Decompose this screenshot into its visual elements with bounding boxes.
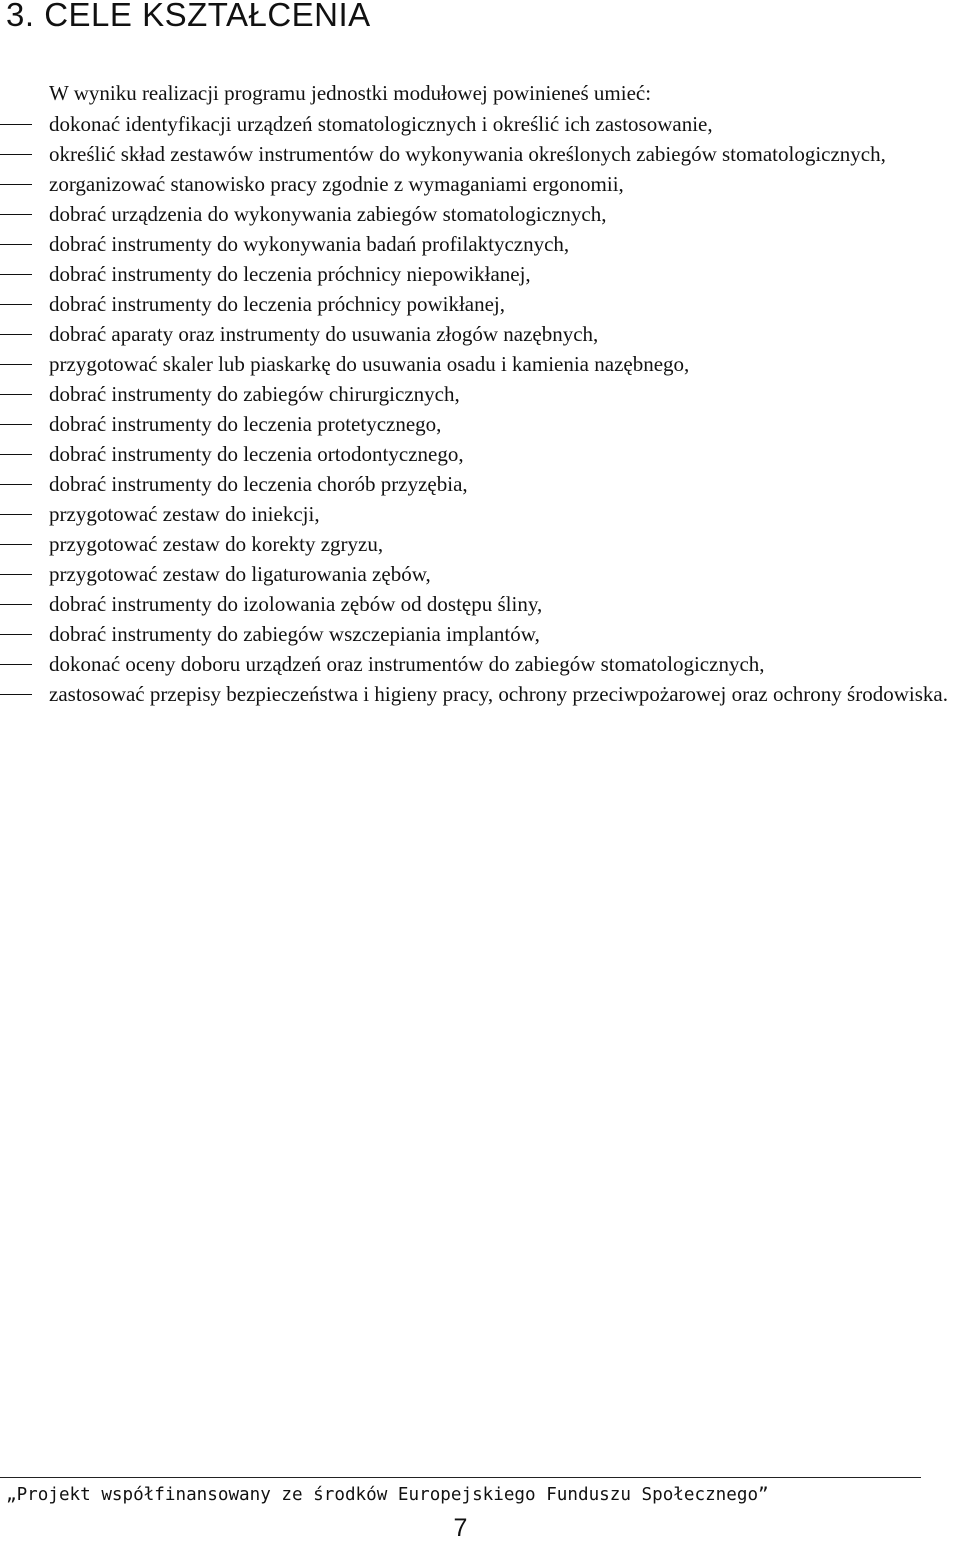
section-heading: 3. CELE KSZTAŁCENIA (6, 0, 371, 33)
list-item (0, 409, 957, 439)
list-item (0, 469, 957, 499)
list-item-text: dobrać instrumenty do leczenia ortodontycznego, (49, 442, 464, 466)
list-item-text: dobrać aparaty oraz instrumenty do usuwania złogów nazębnych, (49, 322, 599, 346)
list-item (0, 679, 957, 709)
dash-bullet-icon (0, 154, 32, 155)
list-item (0, 199, 957, 229)
list-item (0, 349, 957, 379)
list-item (0, 169, 957, 199)
dash-bullet-icon (0, 124, 32, 125)
list-item-text: dobrać instrumenty do izolowania zębów od dostępu śliny, (49, 592, 543, 616)
dash-bullet-icon (0, 334, 32, 335)
list-item-text: dobrać instrumenty do zabiegów chirurgicznych, (49, 382, 460, 406)
list-item-text: dokonać oceny doboru urządzeń oraz instrumentów do zabiegów stomatologicznych, (49, 652, 765, 676)
list-item (0, 619, 957, 649)
dash-bullet-icon (0, 424, 32, 425)
dash-bullet-icon (0, 694, 32, 695)
list-item-text: zastosować przepisy bezpieczeństwa i higieny pracy, ochrony przeciwpożarowej oraz ochrony środowiska. (49, 682, 948, 706)
list-item-text: dobrać instrumenty do zabiegów wszczepiania implantów, (49, 622, 540, 646)
list-item-text: przygotować skaler lub piaskarkę do usuwania osadu i kamienia nazębnego, (49, 352, 690, 376)
dash-bullet-icon (0, 514, 32, 515)
dash-bullet-icon (0, 304, 32, 305)
list-item (0, 379, 957, 409)
dash-bullet-icon (0, 634, 32, 635)
list-item-text: dobrać instrumenty do leczenia próchnicy niepowikłanej, (49, 262, 531, 286)
list-item (0, 499, 957, 529)
list-item-text: dobrać instrumenty do leczenia protetycznego, (49, 412, 442, 436)
list-item (0, 109, 957, 139)
list-item (0, 319, 957, 349)
list-item (0, 229, 957, 259)
dash-bullet-icon (0, 574, 32, 575)
dash-bullet-icon (0, 244, 32, 245)
list-item (0, 649, 957, 679)
objectives-list (0, 109, 957, 709)
list-item (0, 139, 957, 169)
list-item-text: przygotować zestaw do ligaturowania zębów, (49, 562, 431, 586)
list-item (0, 559, 957, 589)
list-item-text: dobrać urządzenia do wykonywania zabiegów stomatologicznych, (49, 202, 607, 226)
dash-bullet-icon (0, 604, 32, 605)
footer-divider (0, 1477, 921, 1478)
list-item-text: zorganizować stanowisko pracy zgodnie z wymaganiami ergonomii, (49, 172, 624, 196)
dash-bullet-icon (0, 664, 32, 665)
footer-funding-note: „Projekt współfinansowany ze środków Europejskiego Funduszu Społecznego” (6, 1485, 769, 1505)
list-item (0, 439, 957, 469)
list-item-text: przygotować zestaw do korekty zgryzu, (49, 532, 384, 556)
dash-bullet-icon (0, 364, 32, 365)
dash-bullet-icon (0, 484, 32, 485)
list-item (0, 589, 957, 619)
dash-bullet-icon (0, 214, 32, 215)
list-item-text: dobrać instrumenty do leczenia chorób przyzębia, (49, 472, 468, 496)
list-item-text: dobrać instrumenty do wykonywania badań profilaktycznych, (49, 232, 570, 256)
dash-bullet-icon (0, 394, 32, 395)
list-item (0, 289, 957, 319)
list-item-text: określić skład zestawów instrumentów do wykonywania określonych zabiegów stomatologicznych, (49, 142, 886, 166)
list-item (0, 529, 957, 559)
dash-bullet-icon (0, 184, 32, 185)
list-item (0, 259, 957, 289)
dash-bullet-icon (0, 274, 32, 275)
list-item-text: dokonać identyfikacji urządzeń stomatologicznych i określić ich zastosowanie, (49, 112, 713, 136)
list-item-text: dobrać instrumenty do leczenia próchnicy powikłanej, (49, 292, 506, 316)
page-number: 7 (453, 1514, 468, 1542)
intro-text: W wyniku realizacji programu jednostki modułowej powinieneś umieć: (49, 81, 652, 105)
dash-bullet-icon (0, 454, 32, 455)
list-item-text: przygotować zestaw do iniekcji, (49, 502, 320, 526)
dash-bullet-icon (0, 544, 32, 545)
